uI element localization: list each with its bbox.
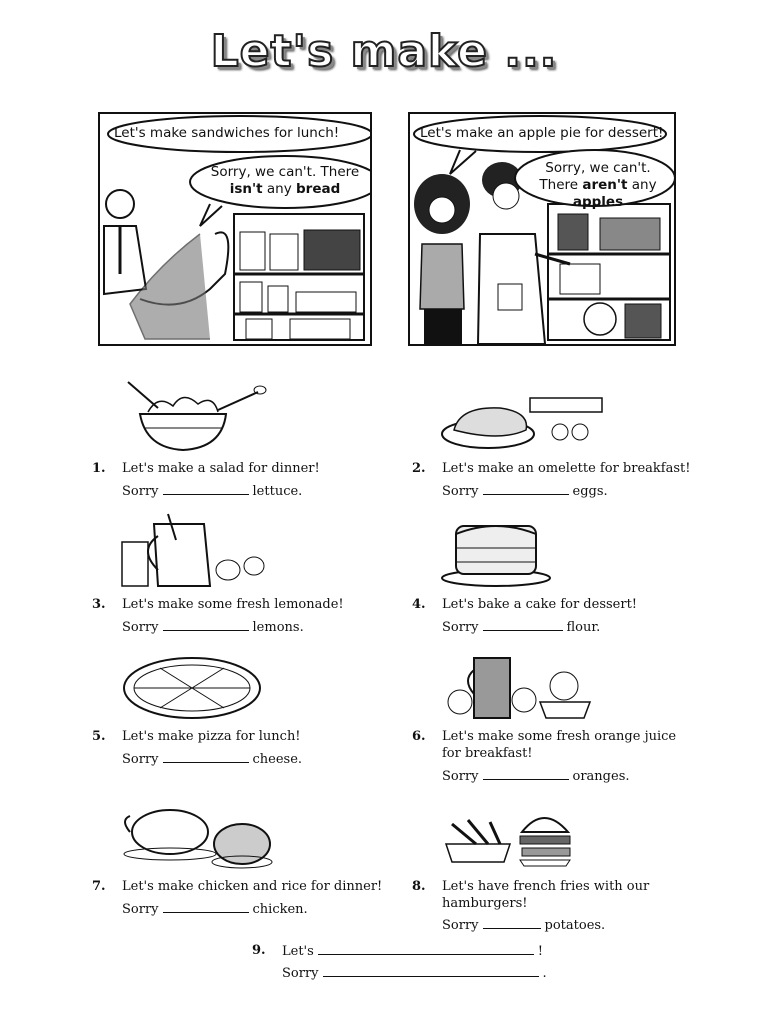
- comic-panel-left: [98, 112, 372, 346]
- exercise-prompt: Let's make some fresh orange juice: [442, 729, 677, 744]
- exercise-ending: !: [537, 944, 544, 959]
- exercise-prompt-cont: for breakfast!: [442, 746, 533, 761]
- exercise-ending: .: [542, 966, 547, 981]
- exercise-number: 4.: [412, 597, 426, 612]
- answer-blank[interactable]: [483, 914, 541, 929]
- exercise-ending: lemons.: [252, 620, 304, 635]
- sorry-label: Sorry: [282, 966, 319, 981]
- answer-blank[interactable]: [483, 616, 563, 631]
- exercise-number: 3.: [92, 597, 106, 612]
- exercise-prompt: Let's bake a cake for dessert!: [442, 597, 638, 612]
- speech-bubble-apple-pie: Let's make an apple pie for dessert!: [420, 125, 664, 141]
- speech-bubble-no-apples: [518, 160, 676, 211]
- speech-bubble-no-bread: [200, 164, 370, 198]
- sorry-label: Sorry: [122, 484, 159, 499]
- exercise-ending: oranges.: [572, 769, 630, 784]
- answer-blank[interactable]: [163, 616, 249, 631]
- exercise-number: 5.: [92, 729, 106, 744]
- exercise-prompt: Let's have french fries with our: [442, 879, 650, 894]
- sorry-label: Sorry: [122, 752, 159, 767]
- exercise-ending: chicken.: [252, 902, 308, 917]
- exercise-prompt: Let's: [282, 944, 314, 959]
- exercise-prompt: Let's make chicken and rice for dinner!: [122, 879, 383, 894]
- answer-blank[interactable]: [163, 898, 249, 913]
- sorry-label: Sorry: [442, 769, 479, 784]
- exercise-number: 8.: [412, 879, 426, 894]
- exercise-ending: eggs.: [572, 484, 608, 499]
- bubble-line: Sorry, we can't.: [545, 160, 651, 176]
- comic-panel-right: [408, 112, 676, 346]
- exercise-prompt-cont: hamburgers!: [442, 896, 528, 911]
- exercise-prompt: Let's make a salad for dinner!: [122, 461, 320, 476]
- pizza-icon: [120, 652, 265, 722]
- exercise-prompt: Let's make an omelette for breakfast!: [442, 461, 691, 476]
- bubble-word-any: any: [631, 177, 657, 193]
- roast-chicken-rice-icon: [120, 800, 276, 872]
- exercise-prompt: Let's make pizza for lunch!: [122, 729, 301, 744]
- bubble-word-bread: bread: [296, 181, 341, 197]
- exercise-ending: flour.: [566, 620, 601, 635]
- comic-illustration-left: [100, 114, 370, 344]
- exercise-ending: lettuce.: [252, 484, 303, 499]
- bubble-line: Sorry, we can't. There: [210, 164, 360, 180]
- bubble-word-there: There: [539, 177, 579, 193]
- exercise-number: 7.: [92, 879, 106, 894]
- exercise-ending: cheese.: [252, 752, 303, 767]
- bubble-word-apples: apples: [572, 194, 624, 210]
- sorry-label: Sorry: [442, 620, 479, 635]
- bubble-word-isnt: isn't: [229, 181, 263, 197]
- exercise-prompt: Let's make some fresh lemonade!: [122, 597, 344, 612]
- exercise-number: 6.: [412, 729, 426, 744]
- fries-hamburger-icon: [440, 804, 580, 870]
- lemonade-icon: [118, 510, 268, 590]
- sorry-label: Sorry: [442, 918, 479, 933]
- exercise-number: 2.: [412, 461, 426, 476]
- answer-blank[interactable]: [483, 765, 569, 780]
- exercise-number: 9.: [252, 943, 266, 958]
- page-title: Let's make ...: [210, 26, 558, 77]
- answer-blank[interactable]: [323, 962, 539, 977]
- sorry-label: Sorry: [122, 620, 159, 635]
- bubble-word-arent: aren't: [582, 177, 628, 193]
- omelette-eggs-icon: [440, 386, 610, 452]
- exercise-ending: potatoes.: [544, 918, 606, 933]
- exercise-number: 1.: [92, 461, 106, 476]
- answer-blank[interactable]: [163, 480, 249, 495]
- speech-bubble-sandwiches: Let's make sandwiches for lunch!: [114, 125, 340, 141]
- sorry-label: Sorry: [122, 902, 159, 917]
- comic-illustration-right: [410, 114, 674, 344]
- sorry-label: Sorry: [442, 484, 479, 499]
- answer-blank[interactable]: [318, 940, 534, 955]
- orange-juice-icon: [440, 644, 596, 722]
- answer-blank[interactable]: [163, 748, 249, 763]
- salad-bowl-icon: [118, 378, 268, 454]
- bubble-word-any: any: [266, 181, 292, 197]
- answer-blank[interactable]: [483, 480, 569, 495]
- cake-icon: [440, 512, 556, 588]
